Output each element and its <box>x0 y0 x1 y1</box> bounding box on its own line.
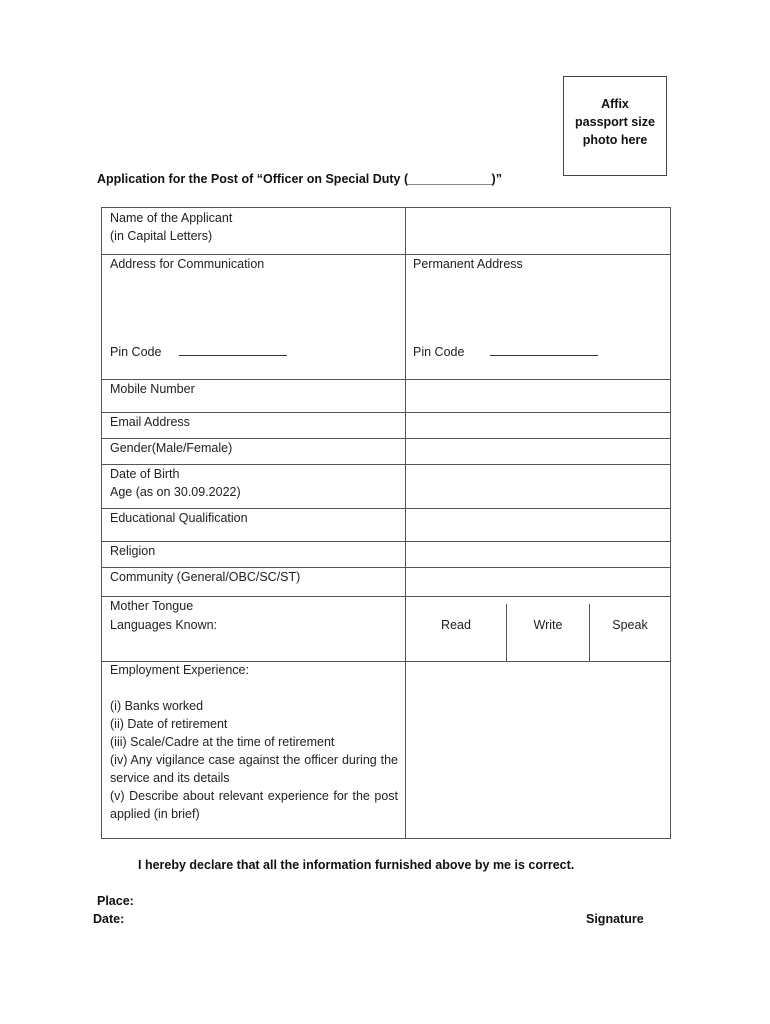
place-label: Place: <box>97 894 134 908</box>
pin-code-right-blank <box>490 344 598 356</box>
religion-label: Religion <box>110 544 156 558</box>
employment-item: (iv) Any vigilance case against the officer during the service and its details <box>110 753 398 785</box>
permanent-address-label: Permanent Address <box>413 257 523 271</box>
signature-label: Signature <box>586 912 644 926</box>
employment-item: (ii) Date of retirement <box>110 717 228 731</box>
pin-code-right <box>413 343 598 361</box>
gender-label: Gender(Male/Female) <box>110 441 233 455</box>
education-label: Educational Qualification <box>110 511 248 525</box>
column-divider <box>405 208 406 838</box>
photo-box-line-3: photo here <box>582 133 648 147</box>
language-speak-header: Speak <box>612 618 648 632</box>
row-divider <box>102 541 670 542</box>
dob-label: Date of Birth Age (as on 30.09.2022) <box>110 467 241 499</box>
language-write-header: Write <box>533 618 563 632</box>
name-label: Name of the Applicant (in Capital Letters) <box>110 211 233 243</box>
community-label: Community (General/OBC/SC/ST) <box>110 570 301 584</box>
language-read-header: Read <box>441 618 471 632</box>
form-title: Application for the Post of “Officer on Special Duty (____________)” <box>97 172 502 186</box>
photo-placeholder-box <box>563 76 667 176</box>
pin-code-left <box>110 343 287 361</box>
pin-code-left-label: Pin Code <box>110 345 162 359</box>
mother-tongue-label: Mother Tongue <box>110 599 194 613</box>
employment-item: (v) Describe about relevant experience for the post applied (in brief) <box>110 789 398 821</box>
photo-box-line-1: Affix <box>601 97 629 111</box>
date-label: Date: <box>93 912 125 926</box>
address-communication-label: Address for Communication <box>110 257 265 271</box>
employment-title: Employment Experience: <box>110 663 249 677</box>
employment-experience-block <box>110 661 398 823</box>
application-form-table <box>101 207 671 839</box>
pin-code-left-blank <box>179 344 287 356</box>
photo-box-line-2: passport size <box>575 115 655 129</box>
declaration-text: I hereby declare that all the information furnished above by me is correct. <box>138 858 575 872</box>
mobile-label: Mobile Number <box>110 382 195 396</box>
employment-item: (iii) Scale/Cadre at the time of retirement <box>110 735 335 749</box>
pin-code-right-label: Pin Code <box>413 345 465 359</box>
languages-label: Languages Known: <box>110 618 218 632</box>
employment-item: (i) Banks worked <box>110 699 204 713</box>
email-label: Email Address <box>110 415 190 429</box>
